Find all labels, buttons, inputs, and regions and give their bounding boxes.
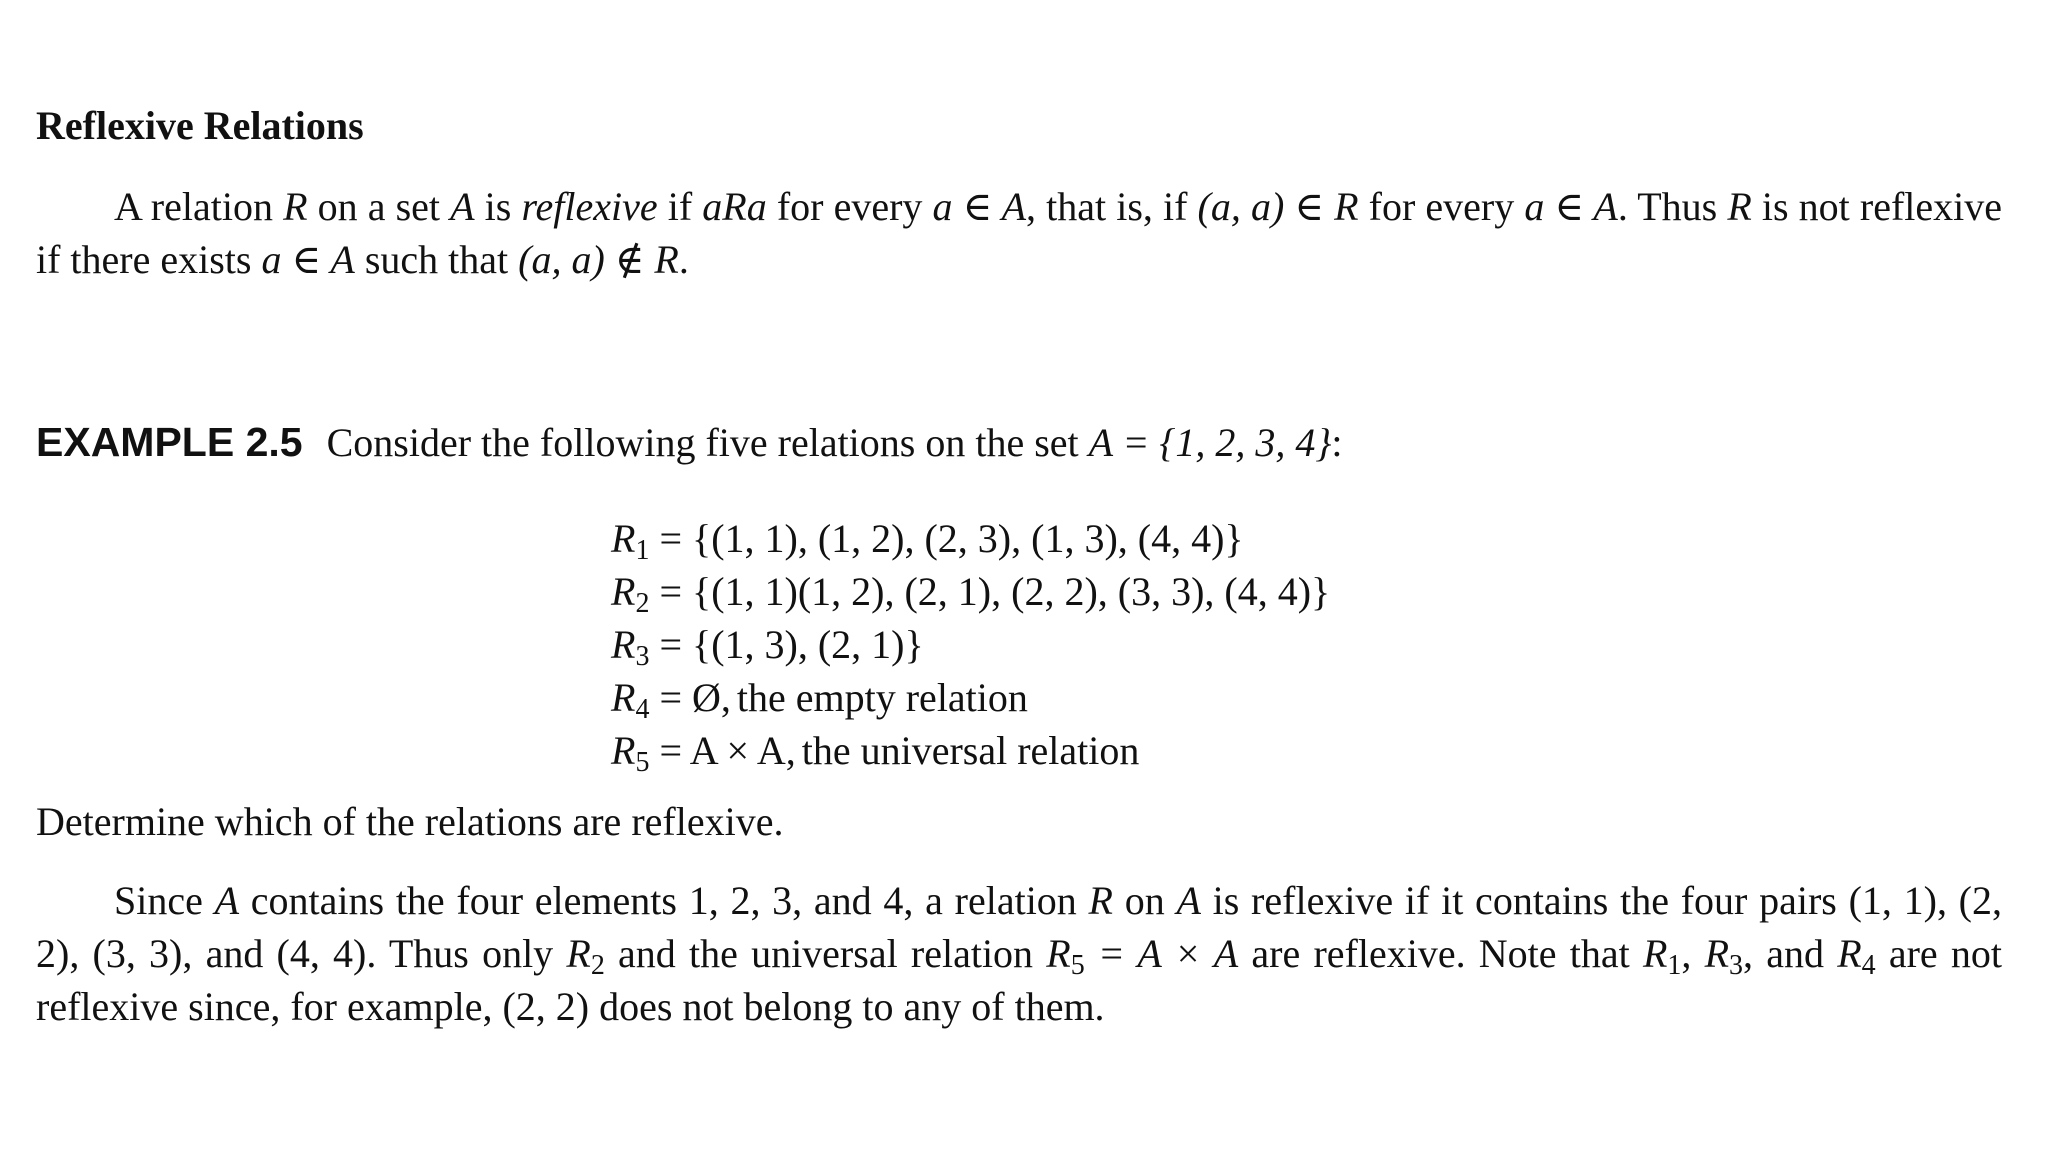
example-intro: Consider the following five relations on the set: [326, 420, 1089, 465]
relation-definition: = {(1, 3), (2, 1)}: [649, 622, 924, 667]
math-var: A: [450, 184, 475, 229]
relation-name: R: [611, 622, 636, 667]
example-question: Determine which of the relations are reflexive.: [36, 799, 784, 844]
math-var: R: [1837, 931, 1862, 976]
relation-definition: = A × A,: [649, 728, 796, 773]
subscript: 5: [635, 747, 650, 778]
relation-name: R: [611, 675, 636, 720]
text: , and: [1743, 931, 1838, 976]
example-label: EXAMPLE 2.5: [36, 419, 303, 465]
relation-name: R: [611, 516, 636, 561]
math-expr: a ∈ A: [261, 237, 355, 282]
relation-note: the empty relation: [736, 675, 1028, 720]
relation-line: [611, 512, 1330, 565]
text: on a set: [307, 184, 451, 229]
math-expr: (a, a) ∉ R: [518, 237, 679, 282]
math-var: R: [1088, 878, 1113, 923]
text: if: [657, 184, 703, 229]
subscript: 4: [635, 694, 650, 725]
set-expression: A = {1, 2, 3, 4}: [1088, 420, 1332, 465]
text: are reflexive. Note that: [1238, 931, 1643, 976]
math-expr: aRa: [702, 184, 767, 229]
text: .: [678, 237, 689, 282]
math-expr: (a, a) ∈ R: [1197, 184, 1359, 229]
math-expr: = A × A: [1084, 931, 1239, 976]
relation-definition: = {(1, 1)(1, 2), (2, 1), (2, 2), (3, 3), (4, 4)}: [649, 569, 1331, 614]
text: is not reflexive if there exists: [36, 184, 2003, 282]
text: :: [1331, 420, 1343, 465]
relation-line: [611, 565, 1330, 618]
subscript: 1: [635, 535, 650, 566]
math-var: A: [1176, 878, 1201, 923]
subscript: 5: [1070, 950, 1085, 981]
relation-line: [611, 671, 1330, 724]
text: such that: [354, 237, 519, 282]
math-var: R: [1642, 931, 1668, 976]
text: A relation: [114, 184, 284, 229]
math-var: R: [283, 184, 308, 229]
emphasis-term: reflexive: [521, 184, 658, 229]
text: . Thus: [1617, 184, 1728, 229]
math-var: R: [1046, 931, 1071, 976]
subscript: 3: [1729, 950, 1744, 981]
text: for every: [1358, 184, 1525, 229]
text: for every: [766, 184, 933, 229]
math-var: R: [566, 931, 591, 976]
subscript: 3: [635, 641, 650, 672]
text: is: [474, 184, 522, 229]
subscript: 2: [590, 950, 605, 981]
text: Since: [114, 878, 215, 923]
text: are not reflexive since, for example, (2, 2) does not belong to any of them.: [36, 931, 2002, 1029]
solution-paragraph: [36, 874, 2002, 1033]
definition-paragraph: [36, 180, 2002, 286]
text: is reflexive if it contains the four pairs (1, 1), (2, 2), (3, 3), and (4, 4). Thus only: [36, 878, 2003, 976]
math-expr: a ∈ A: [932, 184, 1027, 229]
section-title: Reflexive Relations: [36, 103, 364, 148]
text: , that is, if: [1026, 184, 1198, 229]
relation-name: R: [611, 728, 636, 773]
relation-definition: = Ø,: [649, 675, 731, 720]
relation-line: [611, 724, 1330, 777]
math-var: A: [214, 878, 240, 923]
relations-list: [611, 512, 1330, 777]
subscript: 2: [635, 588, 650, 619]
text: contains the four elements 1, 2, 3, and 4, a relation: [239, 878, 1089, 923]
relation-definition: = {(1, 1), (1, 2), (2, 3), (1, 3), (4, 4)}: [649, 516, 1244, 561]
text: on: [1112, 878, 1177, 923]
relation-note: the universal relation: [801, 728, 1140, 773]
text: and the universal relation: [604, 931, 1047, 976]
subscript: 4: [1861, 950, 1876, 981]
math-expr: a ∈ A: [1524, 184, 1618, 229]
math-var: R: [1704, 931, 1730, 976]
subscript: 1: [1667, 950, 1682, 981]
example-heading: [36, 416, 1343, 469]
relation-line: [611, 618, 1330, 671]
relation-name: R: [611, 569, 636, 614]
text: ,: [1681, 931, 1705, 976]
math-var: R: [1727, 184, 1752, 229]
